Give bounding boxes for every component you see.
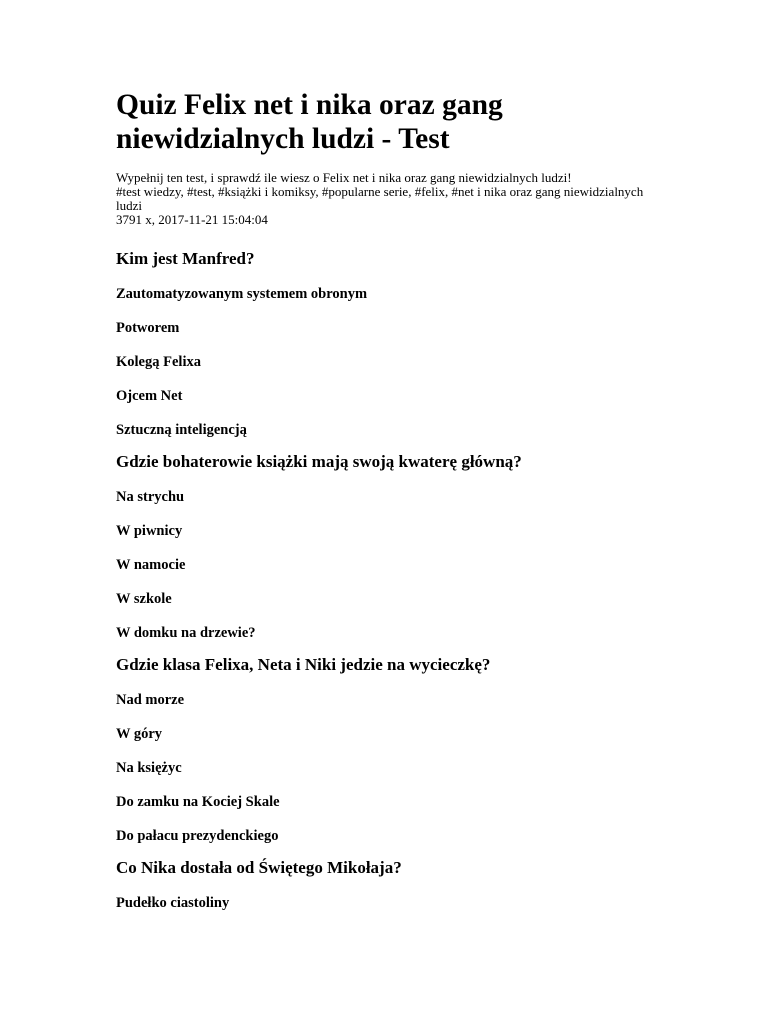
answer-option[interactable]: W góry <box>116 726 163 742</box>
question-text: Kim jest Manfred? <box>116 249 255 268</box>
answer-option[interactable]: Potworem <box>116 320 180 336</box>
answer-option[interactable]: W szkole <box>116 591 172 607</box>
answer-option[interactable]: Na księżyc <box>116 760 182 776</box>
answer-option[interactable]: Pudełko ciastoliny <box>116 895 230 911</box>
answer-option[interactable]: W piwnicy <box>116 523 183 539</box>
answer-option[interactable]: Na strychu <box>116 489 185 505</box>
question-block <box>116 249 656 439</box>
quiz-description: Wypełnij ten test, i sprawdź ile wiesz o Felix net i nika oraz gang niewidzialnych ludzi! <box>116 170 572 185</box>
question-block <box>116 858 656 912</box>
quiz-tags: #test wiedzy, #test, #książki i komiksy, #popularne serie, #felix, #net i nika oraz gang niewidzialnych ludzi <box>116 184 644 213</box>
quiz-stats: 3791 x, 2017-11-21 15:04:04 <box>116 212 268 227</box>
question-block <box>116 452 656 642</box>
page-title: Quiz Felix net i nika oraz gang niewidzialnych ludzi - Test <box>116 89 503 155</box>
question-block <box>116 655 656 845</box>
quiz-meta <box>116 171 656 227</box>
document-page <box>116 88 656 912</box>
answer-option[interactable]: Sztuczną inteligencją <box>116 422 247 438</box>
answer-option[interactable]: Do zamku na Kociej Skale <box>116 794 280 810</box>
answer-option[interactable]: W domku na drzewie? <box>116 625 256 641</box>
answer-option[interactable]: Do pałacu prezydenckiego <box>116 828 279 844</box>
answer-option[interactable]: Nad morze <box>116 692 185 708</box>
answer-option[interactable]: W namocie <box>116 557 186 573</box>
question-text: Co Nika dostała od Świętego Mikołaja? <box>116 858 402 877</box>
question-text: Gdzie bohaterowie książki mają swoją kwaterę główną? <box>116 452 522 471</box>
answer-option[interactable]: Zautomatyzowanym systemem obronym <box>116 286 368 302</box>
answer-option[interactable]: Kolegą Felixa <box>116 354 201 370</box>
answer-option[interactable]: Ojcem Net <box>116 388 183 404</box>
question-text: Gdzie klasa Felixa, Neta i Niki jedzie na wycieczkę? <box>116 655 491 674</box>
